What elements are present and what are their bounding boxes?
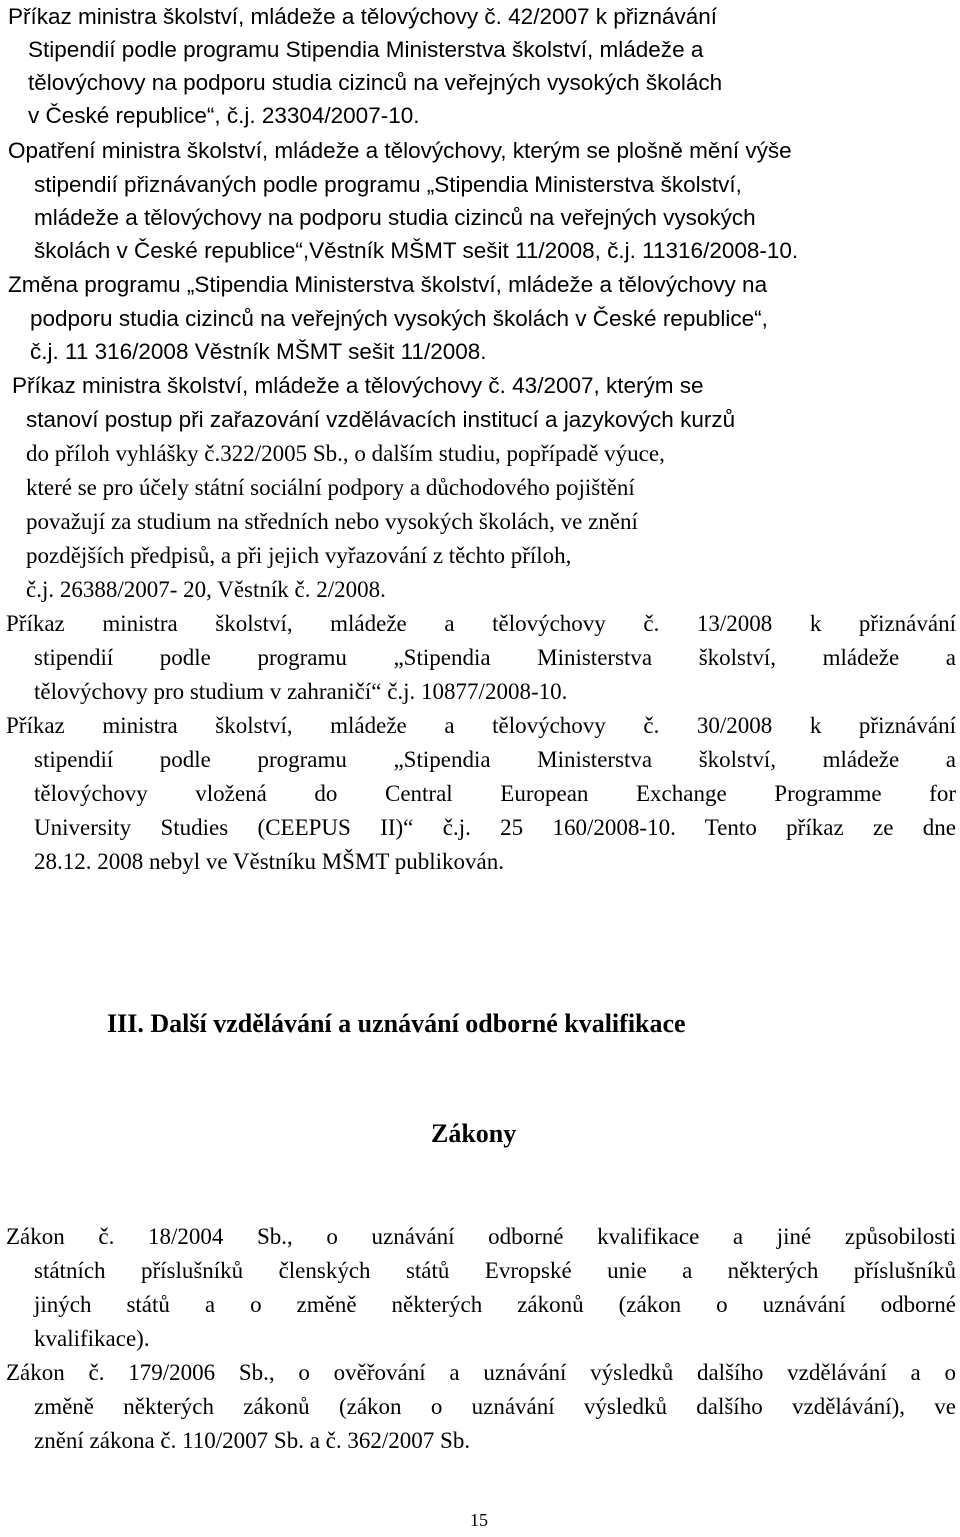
para4-line-5: považují za studium na středních nebo vysokých školách, ve znění [26,509,638,534]
para6-line-2: stipendií podle programu „Stipendia Ministerstva školství, mládeže a [34,747,956,772]
para1-line-3: tělovýchovy na podporu studia cizinců na veřejných vysokých školách [28,70,723,95]
para8-line-1: Zákon č. 179/2006 Sb., o ověřování a uznávání výsledků dalšího vzdělávání a o [6,1360,956,1385]
para3-line-2: podporu studia cizinců na veřejných vysokých školách v České republice“, [30,306,768,331]
para6-line-4: University Studies (CEEPUS II)“ č.j. 25 160/2008-10. Tento příkaz ze dne [34,815,956,840]
para3-line-1: Změna programu „Stipendia Ministerstva školství, mládeže a tělovýchovy na [8,272,768,297]
para4-line-4: které se pro účely státní sociální podpory a důchodového pojištění [26,475,635,500]
para1-line-2: Stipendií podle programu Stipendia Ministerstva školství, mládeže a [28,37,704,62]
para6-line-2-wrap [34,743,956,776]
para2-line-1: Opatření ministra školství, mládeže a tělovýchovy, kterým se plošně mění výše [8,138,792,163]
para2-line-4: školách v České republice“,Věstník MŠMT sešit 11/2008, č.j. 11316/2008-10. [34,238,799,263]
para6-line-1-wrap [6,709,956,742]
para6-line-3: tělovýchovy vložená do Central European Exchange Programme for [34,781,956,806]
para5-line-1: Příkaz ministra školství, mládeže a tělovýchovy č. 13/2008 k přiznávání [6,611,956,636]
para7-line-3: jiných států a o změně některých zákonů (zákon o uznávání odborné [34,1292,956,1317]
para4-line-1: Příkaz ministra školství, mládeže a tělovýchovy č. 43/2007, kterým se [12,373,704,398]
para8-line-3: znění zákona č. 110/2007 Sb. a č. 362/2007 Sb. [34,1428,471,1453]
subheading-laws: Zákony [431,1119,517,1148]
para3-line-3: č.j. 11 316/2008 Věstník MŠMT sešit 11/2008. [30,339,487,364]
section-heading: III. Další vzdělávání a uznávání odborné kvalifikace [107,1009,686,1038]
para7-line-4: kvalifikace). [34,1326,150,1351]
para7-line-3-wrap [34,1288,956,1321]
para5-line-3: tělovýchovy pro studium v zahraničí“ č.j. 10877/2008-10. [34,679,568,704]
para7-line-2: státních příslušníků členských států Evropské unie a některých příslušníků [34,1258,956,1283]
para4-line-2: stanoví postup při zařazování vzdělávacích institucí a jazykových kurzů [26,407,736,432]
para1-line-4: v České republice“, č.j. 23304/2007-10. [28,103,420,128]
para2-line-3: mládeže a tělovýchovy na podporu studia cizinců na veřejných vysokých [34,205,756,230]
para8-line-2-wrap [34,1390,956,1423]
para7-line-2-wrap [34,1254,956,1287]
para4-line-7: č.j. 26388/2007- 20, Věstník č. 2/2008. [26,577,386,602]
para7-line-1: Zákon č. 18/2004 Sb., o uznávání odborné kvalifikace a jiné způsobilosti [6,1224,956,1249]
para8-line-1-wrap [6,1356,956,1389]
para6-line-5: 28.12. 2008 nebyl ve Věstníku MŠMT publikován. [34,849,505,874]
para5-line-2-wrap [34,641,956,674]
para2-line-2: stipendií přiznávaných podle programu „Stipendia Ministerstva školství, [34,172,742,197]
para4-line-3: do příloh vyhlášky č.322/2005 Sb., o dalším studiu, popřípadě výuce, [26,441,665,466]
para6-line-3-wrap [34,777,956,810]
para6-line-1: Příkaz ministra školství, mládeže a tělovýchovy č. 30/2008 k přiznávání [6,713,956,738]
para8-line-2: změně některých zákonů (zákon o uznávání výsledků dalšího vzdělávání), ve [34,1394,956,1419]
para4-line-6: pozdějších předpisů, a při jejich vyřazování z těchto příloh, [26,543,572,568]
para6-line-4-wrap [34,811,956,844]
para5-line-2: stipendií podle programu „Stipendia Ministerstva školství, mládeže a [34,645,956,670]
para7-line-1-wrap [6,1220,956,1253]
para1-line-1: Příkaz ministra školství, mládeže a tělovýchovy č. 42/2007 k přiznávání [8,4,718,29]
page-number: 15 [470,1510,488,1530]
para5-line-1-wrap [6,607,956,640]
